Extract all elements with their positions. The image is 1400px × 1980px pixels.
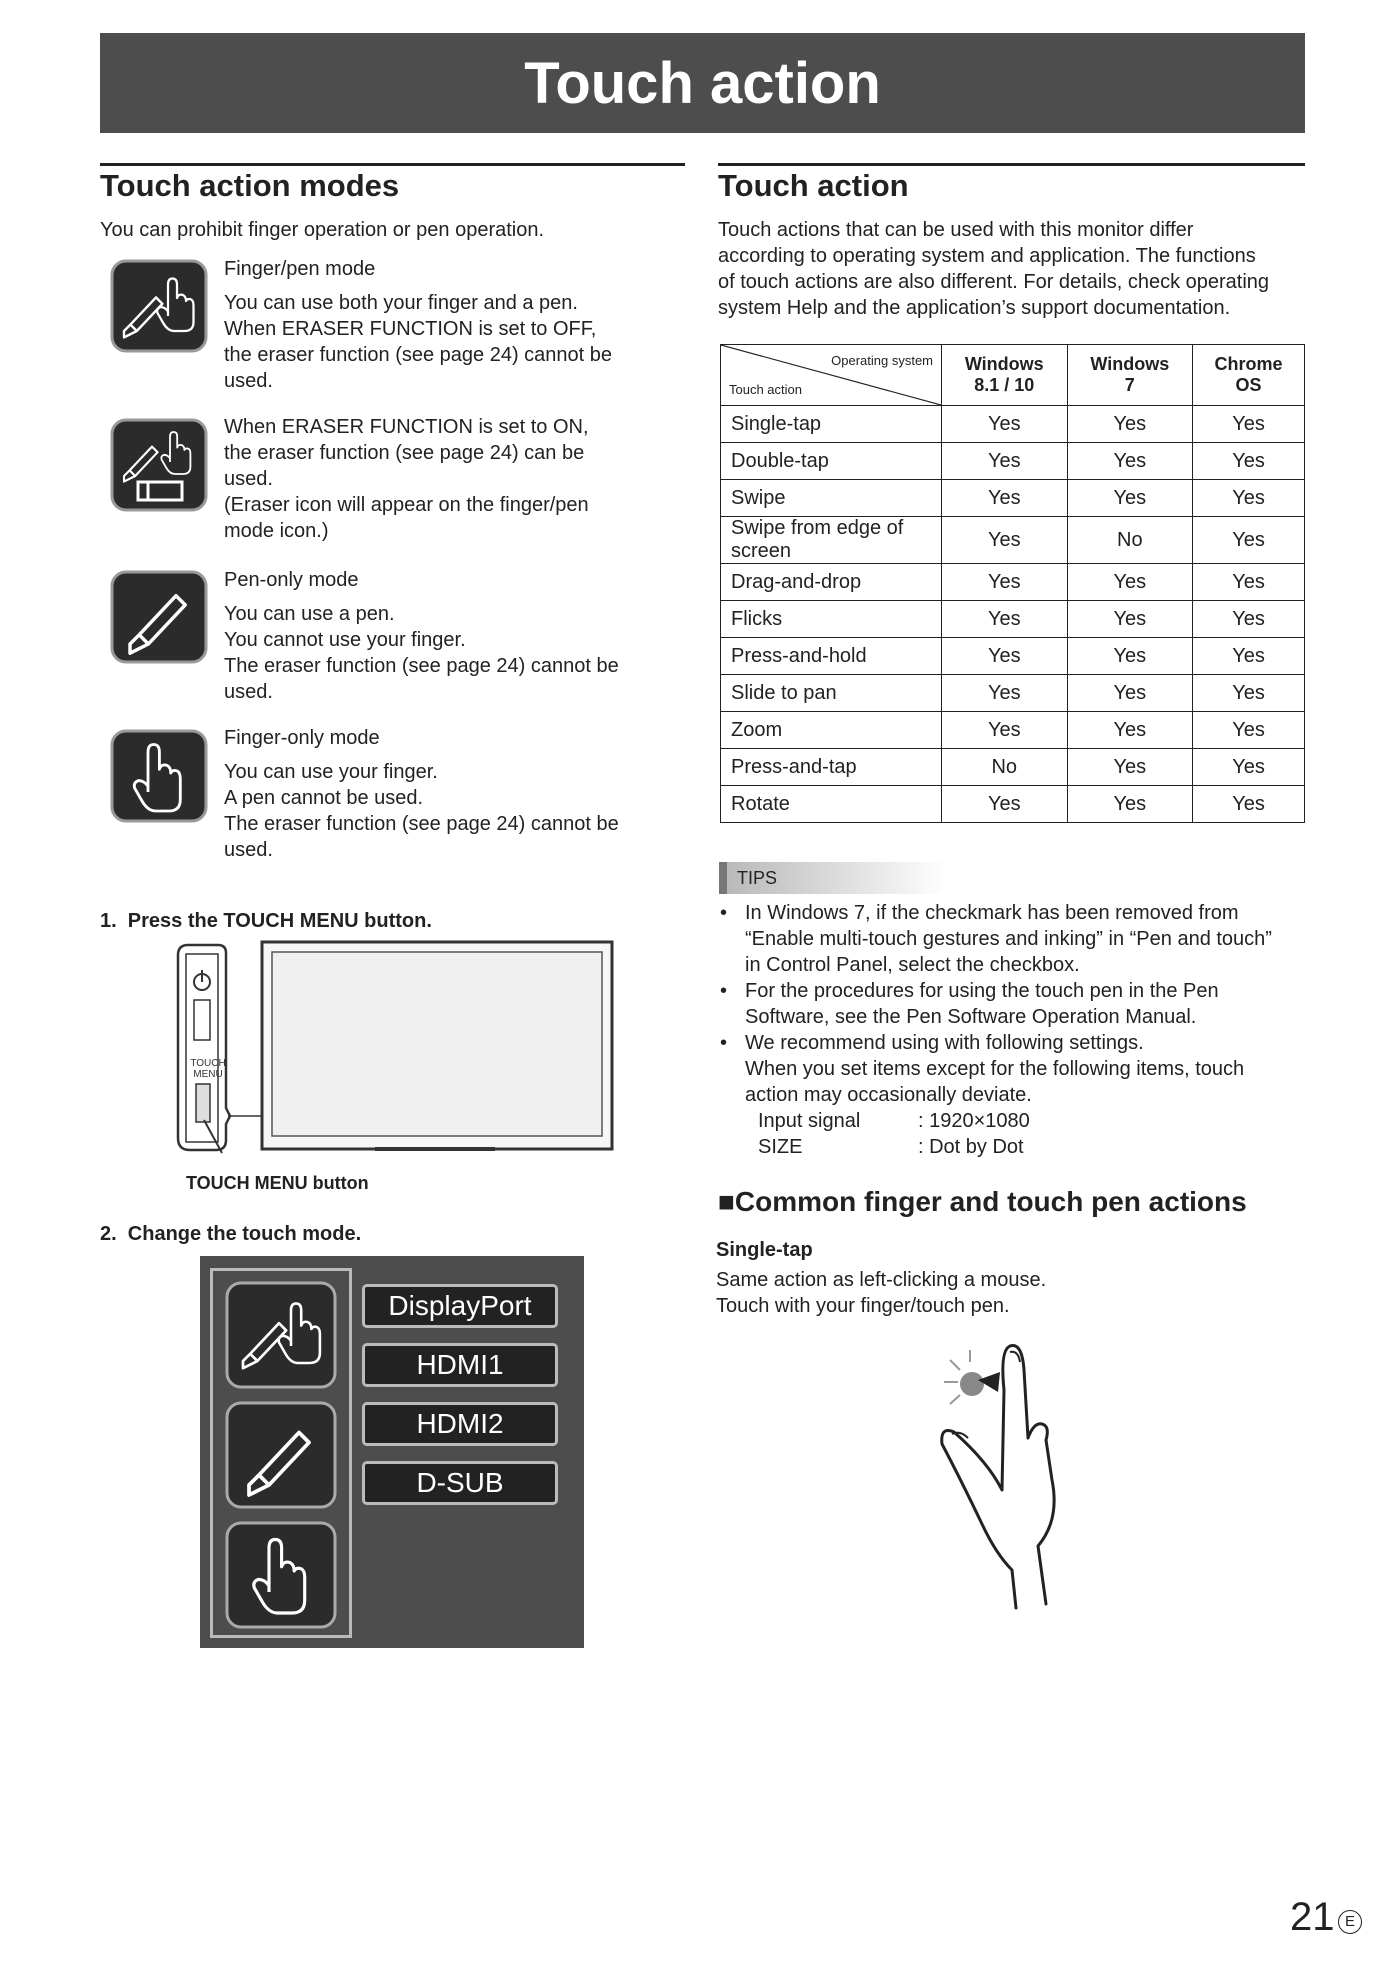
col-line: Windows xyxy=(1090,354,1170,374)
page-suffix-badge: E xyxy=(1338,1910,1362,1934)
support-cell: Yes xyxy=(1193,675,1305,712)
support-cell: Yes xyxy=(1067,480,1193,517)
touch-action-name: Rotate xyxy=(721,786,942,823)
page-title-banner xyxy=(100,33,1305,133)
intro-line: system Help and the application’s support documentation. xyxy=(718,297,1231,319)
support-cell: Yes xyxy=(1193,786,1305,823)
intro-line: of touch actions are also different. For details, check operating xyxy=(718,271,1270,293)
osd-input-hdmi1[interactable]: HDMI1 xyxy=(362,1343,558,1387)
mode-line: You can use a pen. xyxy=(224,603,395,625)
table-row xyxy=(721,564,1305,601)
touch-menu-caption: TOUCH MENU button xyxy=(186,1173,369,1193)
support-cell: Yes xyxy=(1067,601,1193,638)
finger-only-mode-icon xyxy=(110,729,208,823)
table-corner-cell xyxy=(721,345,942,406)
column-header-windows-7 xyxy=(1067,345,1193,406)
mode-line: used. xyxy=(224,370,273,392)
table-header-row xyxy=(721,345,1305,406)
mode-line: You cannot use your finger. xyxy=(224,629,466,651)
setting-row xyxy=(745,1108,1320,1134)
touch-action-name: Press-and-hold xyxy=(721,638,942,675)
support-cell: Yes xyxy=(1193,564,1305,601)
support-cell: Yes xyxy=(942,480,1068,517)
col-line: Chrome xyxy=(1214,354,1283,374)
mode-line: the eraser function (see page 24) cannot be xyxy=(224,344,613,366)
osd-input-displayport[interactable]: DisplayPort xyxy=(362,1284,558,1328)
single-tap-title: Single-tap xyxy=(716,1239,813,1261)
column-header-windows-81-10 xyxy=(942,345,1068,406)
support-cell: Yes xyxy=(942,786,1068,823)
mode-eraser-on xyxy=(224,414,654,544)
tip-line: For the procedures for using the touch pen in the Pen xyxy=(745,980,1219,1002)
mode-title: Finger-only mode xyxy=(224,727,380,749)
tip-line: When you set items except for the following items, touch xyxy=(745,1058,1245,1080)
table-row xyxy=(721,712,1305,749)
touch-action-name: Zoom xyxy=(721,712,942,749)
mode-line: The eraser function (see page 24) cannot be xyxy=(224,813,619,835)
corner-action-label: Touch action xyxy=(729,382,802,397)
mode-line: used. xyxy=(224,681,273,703)
mode-line: You can use both your finger and a pen. xyxy=(224,292,578,314)
touch-action-name: Swipe from edge of screen xyxy=(721,517,942,564)
support-cell: Yes xyxy=(1067,564,1193,601)
table-row xyxy=(721,749,1305,786)
table-row xyxy=(721,638,1305,675)
osd-input-hdmi2[interactable]: HDMI2 xyxy=(362,1402,558,1446)
setting-label: Input signal xyxy=(758,1110,861,1132)
touch-action-name: Drag-and-drop xyxy=(721,564,942,601)
table-row xyxy=(721,786,1305,823)
mode-line: mode icon.) xyxy=(224,520,329,542)
touch-mode-osd xyxy=(200,1256,584,1648)
tip-bullet: • xyxy=(720,902,728,924)
support-cell: Yes xyxy=(1193,406,1305,443)
support-cell: Yes xyxy=(942,443,1068,480)
mode-line: When ERASER FUNCTION is set to OFF, xyxy=(224,318,597,340)
support-cell: Yes xyxy=(1193,517,1305,564)
support-cell: Yes xyxy=(1193,712,1305,749)
osd-mode-panel xyxy=(210,1268,352,1638)
table-row xyxy=(721,443,1305,480)
tip-bullet: • xyxy=(720,980,728,1002)
mode-pen-only xyxy=(224,567,654,705)
support-cell: Yes xyxy=(1067,638,1193,675)
monitor-illustration xyxy=(170,940,620,1165)
support-cell: Yes xyxy=(942,712,1068,749)
touch-action-heading: Touch action xyxy=(718,163,1305,204)
page-number: 21 xyxy=(1290,1895,1335,1939)
touch-action-name: Flicks xyxy=(721,601,942,638)
pen-only-mode-icon xyxy=(110,570,208,664)
support-cell: Yes xyxy=(1067,406,1193,443)
table-row xyxy=(721,480,1305,517)
single-tap-line: Same action as left-clicking a mouse. xyxy=(716,1269,1047,1291)
col-line: 8.1 / 10 xyxy=(974,375,1035,395)
mode-finger-pen xyxy=(224,256,654,394)
table-row xyxy=(721,406,1305,443)
mode-title: Finger/pen mode xyxy=(224,258,376,280)
intro-line: Touch actions that can be used with this monitor differ xyxy=(718,219,1194,241)
tip-item xyxy=(720,900,1320,978)
osd-finger-pen-mode-button[interactable] xyxy=(225,1281,337,1389)
touch-action-name: Swipe xyxy=(721,480,942,517)
tip-line: in Control Panel, select the checkbox. xyxy=(745,954,1080,976)
single-tap-line: Touch with your finger/touch pen. xyxy=(716,1295,1010,1317)
osd-input-dsub[interactable]: D-SUB xyxy=(362,1461,558,1505)
tip-item xyxy=(720,978,1320,1030)
tip-bullet: • xyxy=(720,1032,728,1054)
support-cell: Yes xyxy=(1193,749,1305,786)
col-line: 7 xyxy=(1124,375,1135,395)
tips-list xyxy=(720,900,1320,1160)
touch-action-table xyxy=(720,344,1305,823)
page-title: Touch action xyxy=(524,50,881,116)
touch-action-modes-heading: Touch action modes xyxy=(100,163,685,204)
tips-label: TIPS xyxy=(719,862,947,894)
support-cell: Yes xyxy=(1067,675,1193,712)
support-cell: Yes xyxy=(942,601,1068,638)
step-2: 2. Change the touch mode. xyxy=(100,1223,362,1245)
modes-intro: You can prohibit finger operation or pen operation. xyxy=(100,219,545,241)
mode-title: Pen-only mode xyxy=(224,569,359,591)
osd-finger-only-mode-button[interactable] xyxy=(225,1521,337,1629)
support-cell: Yes xyxy=(942,675,1068,712)
column-header-chrome-os xyxy=(1193,345,1305,406)
table-row xyxy=(721,601,1305,638)
mode-line: A pen cannot be used. xyxy=(224,787,424,809)
mode-finger-only xyxy=(224,725,654,863)
touch-action-intro xyxy=(718,217,1318,321)
mode-line: The eraser function (see page 24) cannot be xyxy=(224,655,619,677)
tip-line: action may occasionally deviate. xyxy=(745,1084,1032,1106)
setting-value: : Dot by Dot xyxy=(918,1136,1024,1158)
support-cell: Yes xyxy=(942,638,1068,675)
intro-line: according to operating system and application. The functions xyxy=(718,245,1256,267)
mode-line: used. xyxy=(224,839,273,861)
support-cell: Yes xyxy=(1193,443,1305,480)
support-cell: Yes xyxy=(1193,480,1305,517)
setting-value: : 1920×1080 xyxy=(918,1110,1030,1132)
tip-line: Software, see the Pen Software Operation Manual. xyxy=(745,1006,1197,1028)
tip-line: In Windows 7, if the checkmark has been removed from xyxy=(745,902,1239,924)
support-cell: Yes xyxy=(1193,638,1305,675)
touch-menu-button-label: TOUCH MENU xyxy=(190,1058,226,1080)
col-line: Windows xyxy=(964,354,1044,374)
touch-action-name: Slide to pan xyxy=(721,675,942,712)
mode-line: the eraser function (see page 24) can be xyxy=(224,442,585,464)
support-cell: No xyxy=(942,749,1068,786)
finger-pen-eraser-mode-icon xyxy=(110,418,208,512)
support-cell: No xyxy=(1067,517,1193,564)
touch-action-name: Press-and-tap xyxy=(721,749,942,786)
tip-line: “Enable multi-touch gestures and inking” in “Pen and touch” xyxy=(745,928,1272,950)
common-actions-heading: ■Common finger and touch pen actions xyxy=(718,1186,1247,1217)
single-tap-description xyxy=(716,1267,1046,1319)
mode-line: (Eraser icon will appear on the finger/pen xyxy=(224,494,589,516)
osd-pen-only-mode-button[interactable] xyxy=(225,1401,337,1509)
mode-line: When ERASER FUNCTION is set to ON, xyxy=(224,416,589,438)
tip-line: We recommend using with following settings. xyxy=(745,1032,1144,1054)
support-cell: Yes xyxy=(1067,749,1193,786)
tip-item xyxy=(720,1030,1320,1160)
finger-pen-mode-icon xyxy=(110,259,208,353)
support-cell: Yes xyxy=(1067,712,1193,749)
mode-line: used. xyxy=(224,468,273,490)
support-cell: Yes xyxy=(1193,601,1305,638)
touch-action-name: Single-tap xyxy=(721,406,942,443)
touch-action-name: Double-tap xyxy=(721,443,942,480)
table-row xyxy=(721,675,1305,712)
setting-row xyxy=(745,1134,1320,1160)
step-1: 1. Press the TOUCH MENU button. xyxy=(100,910,432,932)
support-cell: Yes xyxy=(942,406,1068,443)
corner-os-label: Operating system xyxy=(831,353,933,368)
support-cell: Yes xyxy=(1067,786,1193,823)
support-cell: Yes xyxy=(942,517,1068,564)
setting-label: SIZE xyxy=(758,1136,803,1158)
mode-line: You can use your finger. xyxy=(224,761,438,783)
table-row xyxy=(721,517,1305,564)
single-tap-hand-illustration xyxy=(930,1340,1130,1630)
support-cell: Yes xyxy=(942,564,1068,601)
support-cell: Yes xyxy=(1067,443,1193,480)
col-line: OS xyxy=(1235,375,1262,395)
